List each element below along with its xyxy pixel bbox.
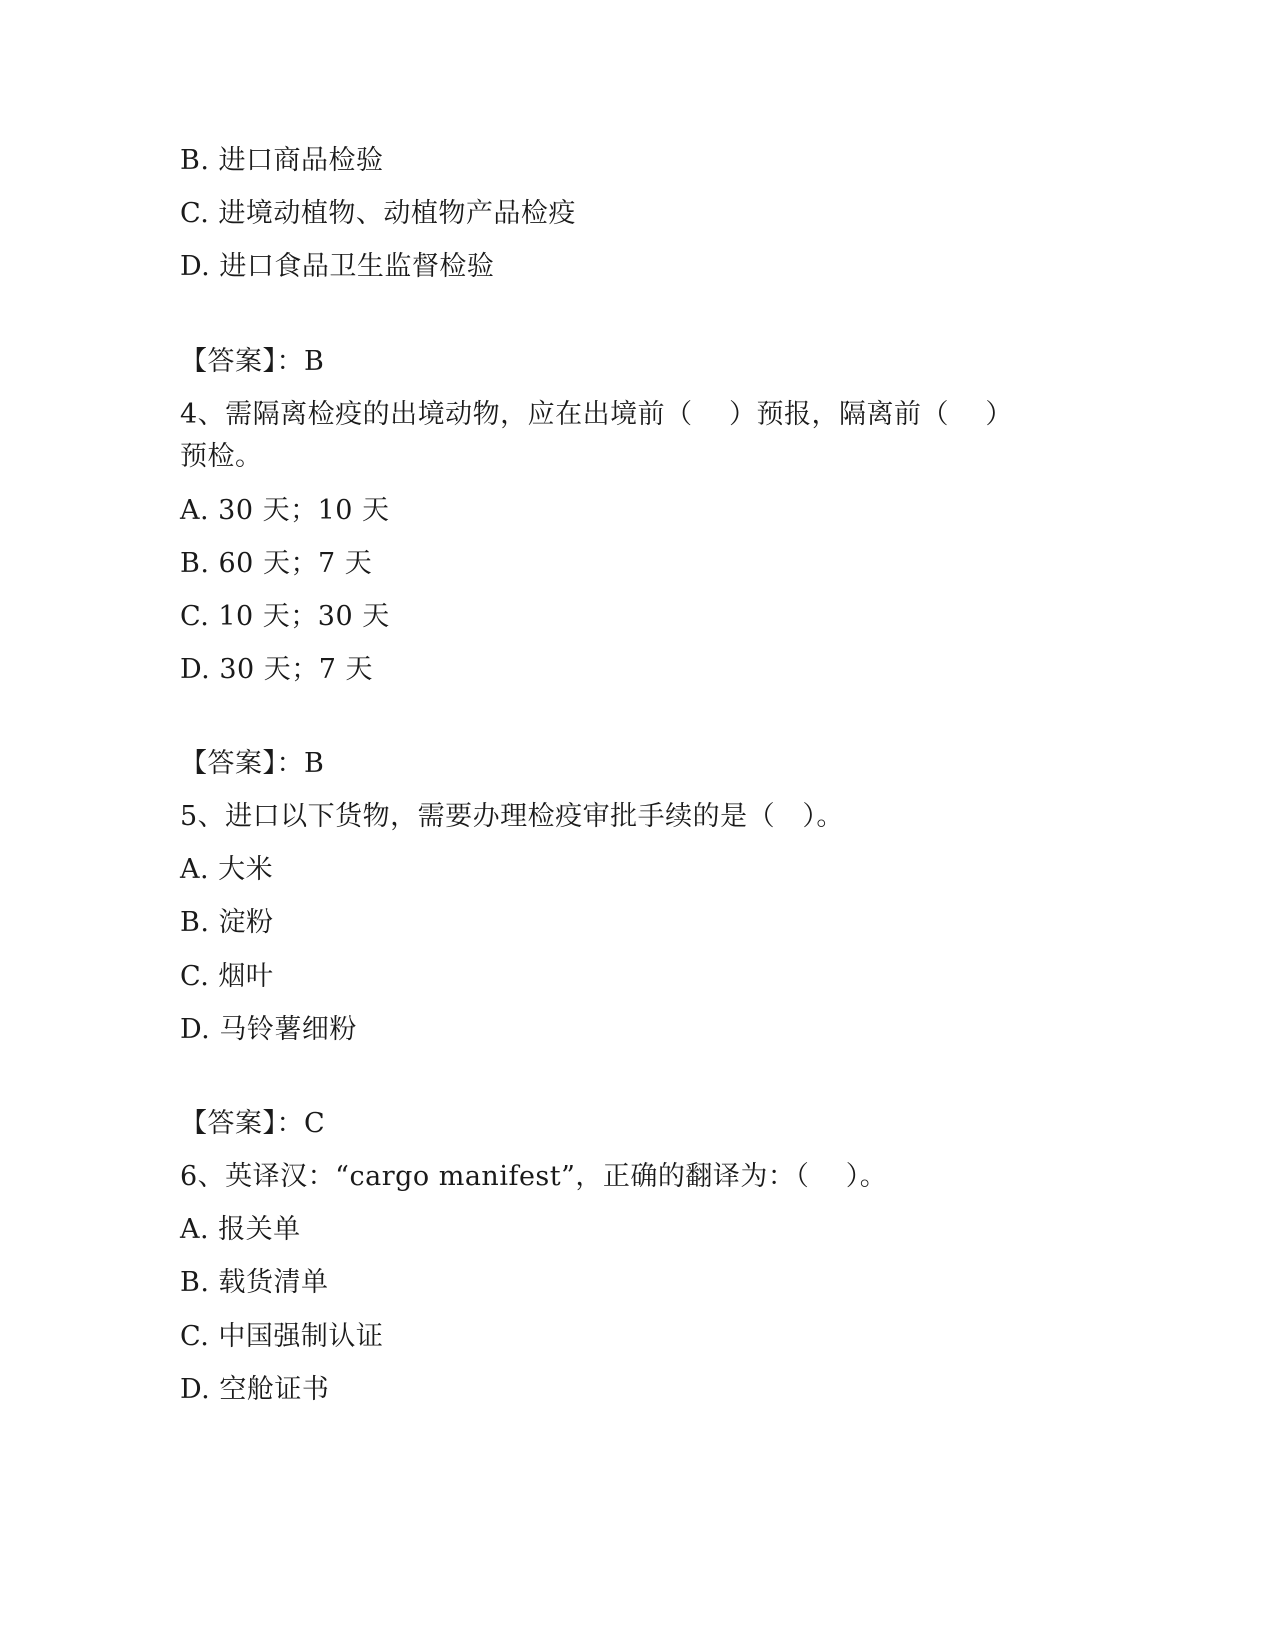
q5-option-d: D. 马铃薯细粉 [180, 1014, 357, 1045]
q6-option-c: C. 中国强制认证 [180, 1321, 384, 1352]
q5-option-b: B. 淀粉 [180, 907, 274, 938]
q4-option-b: B. 60 天；7 天 [180, 548, 373, 579]
q4-option-c: C. 10 天；30 天 [180, 601, 390, 632]
q6-stem: 6、英译汉：“cargo manifest”，正确的翻译为：（ ）。 [180, 1161, 888, 1192]
q4-stem-line1: 4、需隔离检疫的出境动物，应在出境前（ ）预报，隔离前（ ） [180, 399, 1013, 430]
q5-option-c: C. 烟叶 [180, 961, 274, 992]
q6-option-a: A. 报关单 [180, 1214, 301, 1245]
q5-stem: 5、进口以下货物，需要办理检疫审批手续的是（ ）。 [180, 801, 844, 832]
q3-option-d: D. 进口食品卫生监督检验 [180, 251, 495, 282]
q6-option-b: B. 载货清单 [180, 1267, 329, 1298]
q3-option-b: B. 进口商品检验 [180, 145, 384, 176]
q5-answer: 【答案】：C [180, 1108, 326, 1139]
q6-option-d: D. 空舱证书 [180, 1374, 330, 1405]
q4-option-a: A. 30 天；10 天 [180, 495, 390, 526]
q5-option-a: A. 大米 [180, 854, 274, 885]
q4-stem-line2: 预检。 [180, 441, 263, 472]
q3-option-c: C. 进境动植物、动植物产品检疫 [180, 198, 576, 229]
q3-answer: 【答案】：B [180, 346, 325, 377]
q4-answer: 【答案】：B [180, 748, 325, 779]
q4-option-d: D. 30 天；7 天 [180, 654, 374, 685]
